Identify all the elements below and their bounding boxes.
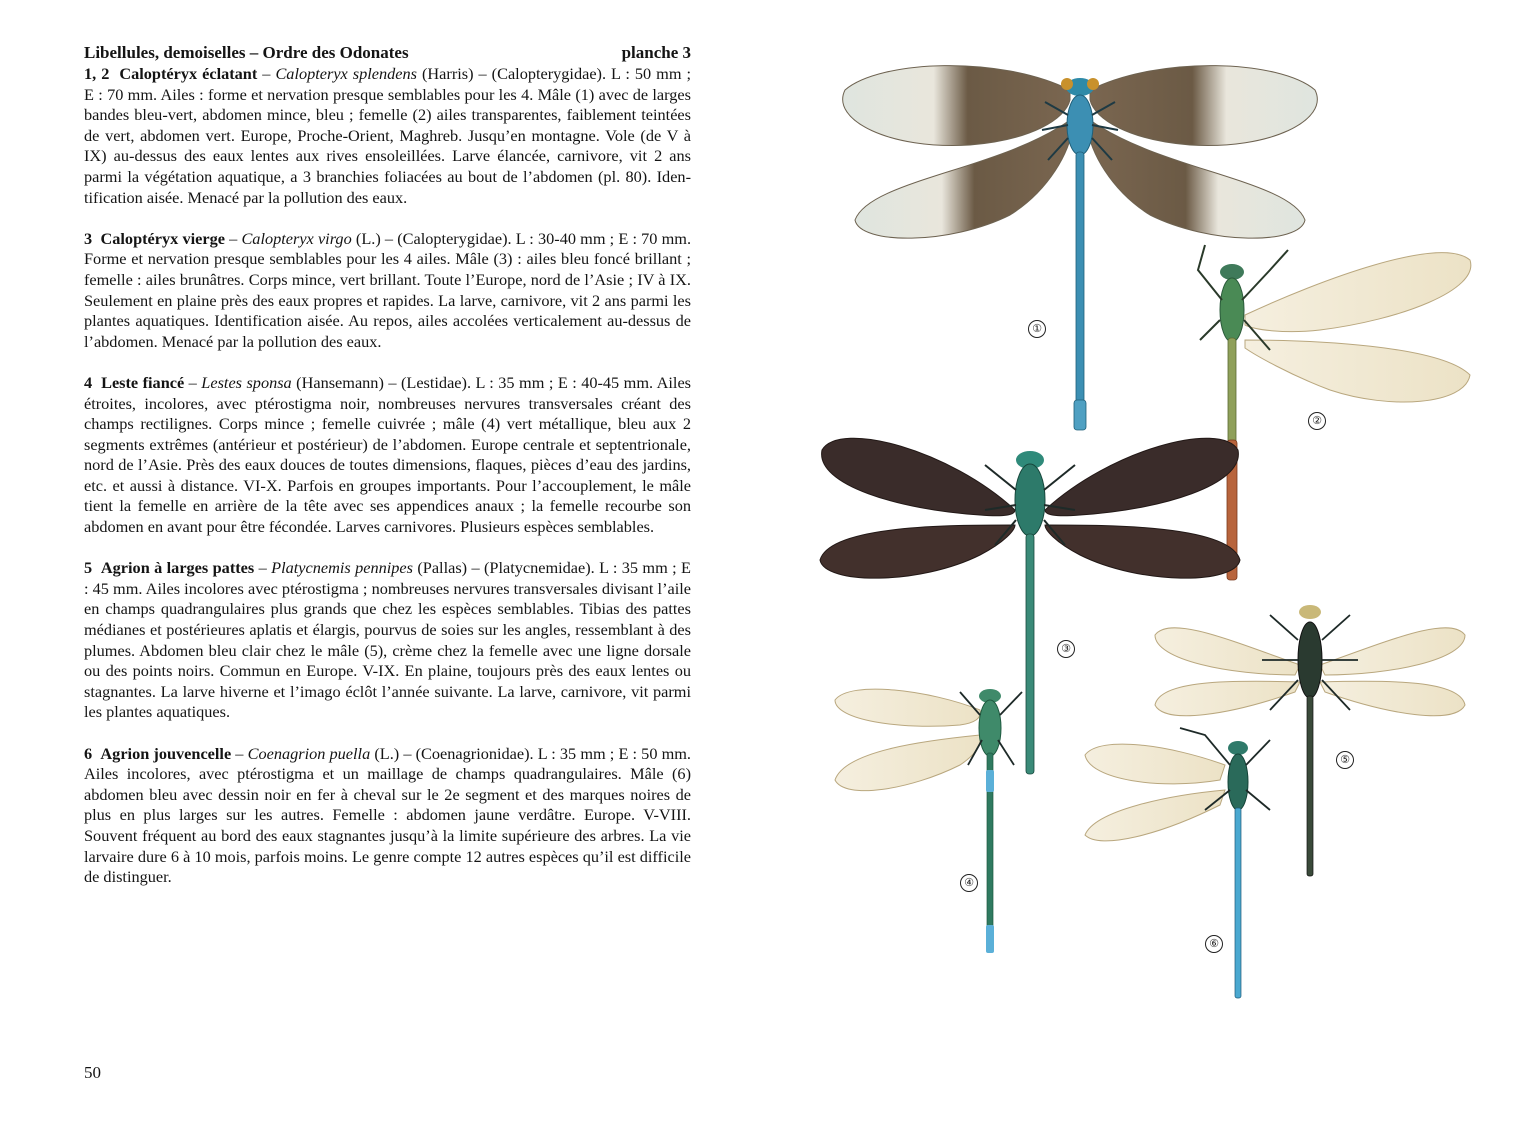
species-entry-5 [84, 558, 691, 723]
text-page [84, 42, 691, 908]
specimen-4-lestes-sponsa-male [835, 689, 1022, 953]
latin-name: Calopteryx virgo [241, 228, 352, 248]
dragonfly-illustrations [800, 20, 1520, 1020]
page-header [84, 42, 691, 63]
separator: – [184, 372, 202, 392]
latin-name: Lestes sponsa [201, 372, 292, 392]
figure-label-5: ⑤ [1336, 751, 1354, 769]
plate-number: planche 3 [621, 43, 691, 62]
species-entry-4 [84, 373, 691, 538]
latin-name: Coenagrion puella [247, 743, 371, 763]
common-name: Agrion à larges pattes [100, 558, 255, 578]
common-name: Caloptéryx vierge [100, 228, 225, 248]
figure-label-4: ④ [960, 874, 978, 892]
figure-label-2: ② [1308, 412, 1326, 430]
specimen-6-coenagrion-puella-male [1085, 728, 1270, 998]
common-name: Agrion jouvencelle [100, 743, 232, 763]
figure-label-3: ③ [1057, 640, 1075, 658]
separator: – [257, 64, 276, 83]
illustration-plate [800, 20, 1520, 1020]
specimen-2-calopteryx-splendens-female [1198, 245, 1471, 580]
common-name: Leste fiancé [101, 372, 185, 392]
entry-description: (L.) – (Coenagrionidae). L : 35 mm ; E : 50 mm. Ailes incolores, avec ptérostigma et un maillage de champs quadrangulaires. Mâle (6) abdomen bleu avec dessin noir en fer à cheval sur le 2e segment et des marques noires de plus en plus larges sur les autres. Femelle : abdomen jaune verdâtre. Europe. V-VIII. Souvent fréquent au bord des eaux stagnantes jusqu’à la limite supérieure des arbres. La vie larvaire dure 6 à 10 mois, parfois moins. Le genre compte 12 autres espèces qu’il est difficile de distinguer. [84, 743, 692, 887]
specimen-1-calopteryx-splendens-male [843, 66, 1318, 430]
page-number: 50 [84, 1063, 101, 1082]
entry-description: (Pallas) – (Platycnemidae). L : 35 mm ; E : 45 mm. Ailes incolores avec ptérostigma ; nombreuses nervures transversales divisant l’aile en champs quadrangulaires plus grands que chez les espèces semblables. Tibias des pattes médianes et postérieures aplatis et élargis, pourvus de soies sur les angles, ressemblant à des plumes. Abdomen bleu clair chez le mâle (5), crème chez la femelle avec une ligne dorsale ou des points noirs. Commun en Europe. V-IX. En plaine, toujours près des eaux lentes ou stagnantes. La larve hiverne et l’imago éclôt l’année suivante. La larve, carnivore, vit parmi les plantes aquatiques. [84, 558, 691, 722]
entry-description: (Harris) – (Calopterygidae). L : 50 mm ; E : 70 mm. Ailes : forme et nervation presque semblables pour les 4. Mâle (1) avec de larges bandes bleu-vert, abdomen mince, bleu ; femelle (2) ailes transparentes, faiblement teintées de vert, abdomen vert. Europe, Proche-Orient, Maghreb. Jusqu’en montagne. Vole (de V à IX) au-dessus des eaux lentes aux rives ensoleillées. Larve élancée, carnivore, vit 2 ans parmi la végétation aquatique, a 3 branchies foliacées au bout de l’abdomen (pl. 80). Identification aisée. Menacé par la pollution des eaux. [84, 64, 692, 207]
species-entry-1-2 [84, 64, 691, 208]
entry-number: 6 [84, 743, 93, 763]
latin-name: Calopteryx splendens [275, 64, 417, 83]
common-name: Caloptéryx éclatant [119, 64, 258, 83]
entry-number: 3 [84, 228, 93, 248]
species-entry-3 [84, 229, 691, 353]
figure-label-1: ① [1028, 320, 1046, 338]
entry-description: (Hansemann) – (Lestidae). L : 35 mm ; E : 40-45 mm. Ailes étroites, incolores, avec ptérostigma noir, nombreuses nervures transversales créant des champs rectilignes. Corps mince ; femelle cuivrée ; mâle (4) vert métallique, bleu aux 2 segments extrêmes (antérieur et postérieur) de l’abdomen. Europe centrale et septentrionale, nord de l’Asie. Près des eaux douces de toutes dimensions, flaques, pièces d’eau des jardins, etc. et aussi à distance. VI-X. Parfois en groupes importants. Pour l’accouplement, le mâle tient la femelle en arrière de la tête avec ses appendices anaux ; la femelle recourbe son abdomen en avant pour être fécondée. Larves carnivores. Plusieurs espèces semblables. [84, 372, 692, 537]
entry-number: 1, 2 [84, 64, 110, 83]
page-title: Libellules, demoiselles – Ordre des Odonates [84, 43, 409, 62]
separator: – [231, 743, 248, 763]
separator: – [224, 228, 242, 248]
entry-description: (L.) – (Calopterygidae). L : 30-40 mm ; E : 70 mm. Forme et nervation presque semblables pour les 4 ailes. Mâle (3) : ailes bleu foncé brillant ; femelle : ailes brunâtres. Corps mince, vert brillant. Toute l’Europe, nord de l’Asie ; IV à IX. Seulement en plaine près des eaux propres et rapides. La larve, carnivore, vit 2 ans parmi les plantes aquatiques. Identification aisée. Au repos, ailes accolées verticalement au-dessus de l’abdomen. Menacé par la pollution des eaux. [84, 228, 692, 351]
entry-number: 5 [84, 558, 93, 578]
latin-name: Platycnemis pennipes [271, 558, 413, 578]
figure-label-6: ⑥ [1205, 935, 1223, 953]
specimen-5-platycnemis-pennipes-male [1155, 605, 1465, 876]
separator: – [254, 558, 272, 578]
entry-number: 4 [84, 372, 93, 392]
species-entry-6 [84, 744, 691, 888]
